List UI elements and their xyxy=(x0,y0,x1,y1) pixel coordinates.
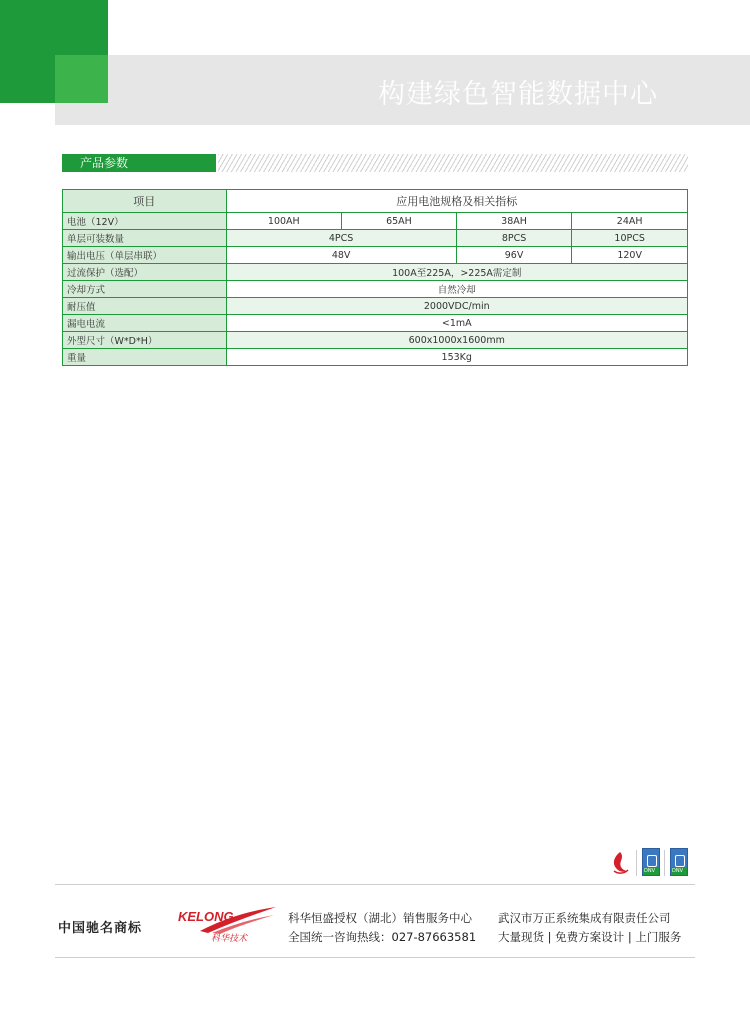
table-row xyxy=(63,349,688,366)
china-quality-mark-icon xyxy=(610,851,630,875)
footer-divider-bottom xyxy=(55,957,695,958)
dnv-certification-icon xyxy=(642,848,660,876)
logo-subtext: 科华技术 xyxy=(211,934,248,944)
table-row xyxy=(63,213,688,230)
row-label: 电池（12V） xyxy=(63,213,227,230)
certification-logos xyxy=(606,848,690,878)
table-cell: 2000VDC/min xyxy=(226,298,688,315)
table-cell: 153Kg xyxy=(226,349,688,366)
trademark-label: 中国驰名商标 xyxy=(58,921,143,936)
table-header-row xyxy=(63,190,688,213)
table-cell: 10PCS xyxy=(572,230,688,247)
table-cell: 8PCS xyxy=(456,230,572,247)
dnv-badge-text: DNV xyxy=(644,868,656,874)
table-row xyxy=(63,247,688,264)
table-cell: 38AH xyxy=(456,213,572,230)
logo-text: KELONG xyxy=(178,909,234,924)
row-label: 耐压值 xyxy=(63,298,227,315)
service-slogan: 大量现货 | 免费方案设计 | 上门服务 xyxy=(498,930,682,944)
table-row xyxy=(63,264,688,281)
dnv-certification-icon xyxy=(670,848,688,876)
row-label: 外型尺寸（W*D*H） xyxy=(63,332,227,349)
table-cell: 100AH xyxy=(226,213,342,230)
header-accent-block xyxy=(55,55,108,103)
table-cell: 65AH xyxy=(342,213,457,230)
row-label: 漏电电流 xyxy=(63,315,227,332)
kelong-logo xyxy=(178,905,278,945)
table-cell: 96V xyxy=(456,247,572,264)
section-title: 产品参数 xyxy=(62,154,216,172)
table-row xyxy=(63,281,688,298)
page-title: 构建绿色智能数据中心 xyxy=(378,79,658,110)
table-cell: 24AH xyxy=(572,213,688,230)
footer-divider-top xyxy=(55,884,695,885)
table-header-label: 项目 xyxy=(63,190,227,213)
row-label: 冷却方式 xyxy=(63,281,227,298)
table-cell: 48V xyxy=(226,247,456,264)
table-cell: <1mA xyxy=(226,315,688,332)
row-label: 输出电压（单层串联） xyxy=(63,247,227,264)
row-label: 重量 xyxy=(63,349,227,366)
row-label: 单层可装数量 xyxy=(63,230,227,247)
table-row xyxy=(63,315,688,332)
table-cell: 120V xyxy=(572,247,688,264)
hotline: 全国统一咨询热线：027-87663581 xyxy=(288,930,477,944)
spec-table xyxy=(62,189,688,366)
table-cell: 100A至225A，>225A需定制 xyxy=(226,264,688,281)
row-label: 过流保护（选配） xyxy=(63,264,227,281)
table-cell: 600x1000x1600mm xyxy=(226,332,688,349)
dealer-line: 科华恒盛授权（湖北）销售服务中心 xyxy=(288,911,472,925)
table-cell: 4PCS xyxy=(226,230,456,247)
table-row xyxy=(63,230,688,247)
table-header-value: 应用电池规格及相关指标 xyxy=(226,190,688,213)
table-row xyxy=(63,332,688,349)
dnv-badge-text: DNV xyxy=(672,868,684,874)
table-row xyxy=(63,298,688,315)
company-name: 武汉市万正系统集成有限责任公司 xyxy=(498,911,671,925)
table-cell: 自然冷却 xyxy=(226,281,688,298)
section-stripe-decoration xyxy=(218,154,688,172)
